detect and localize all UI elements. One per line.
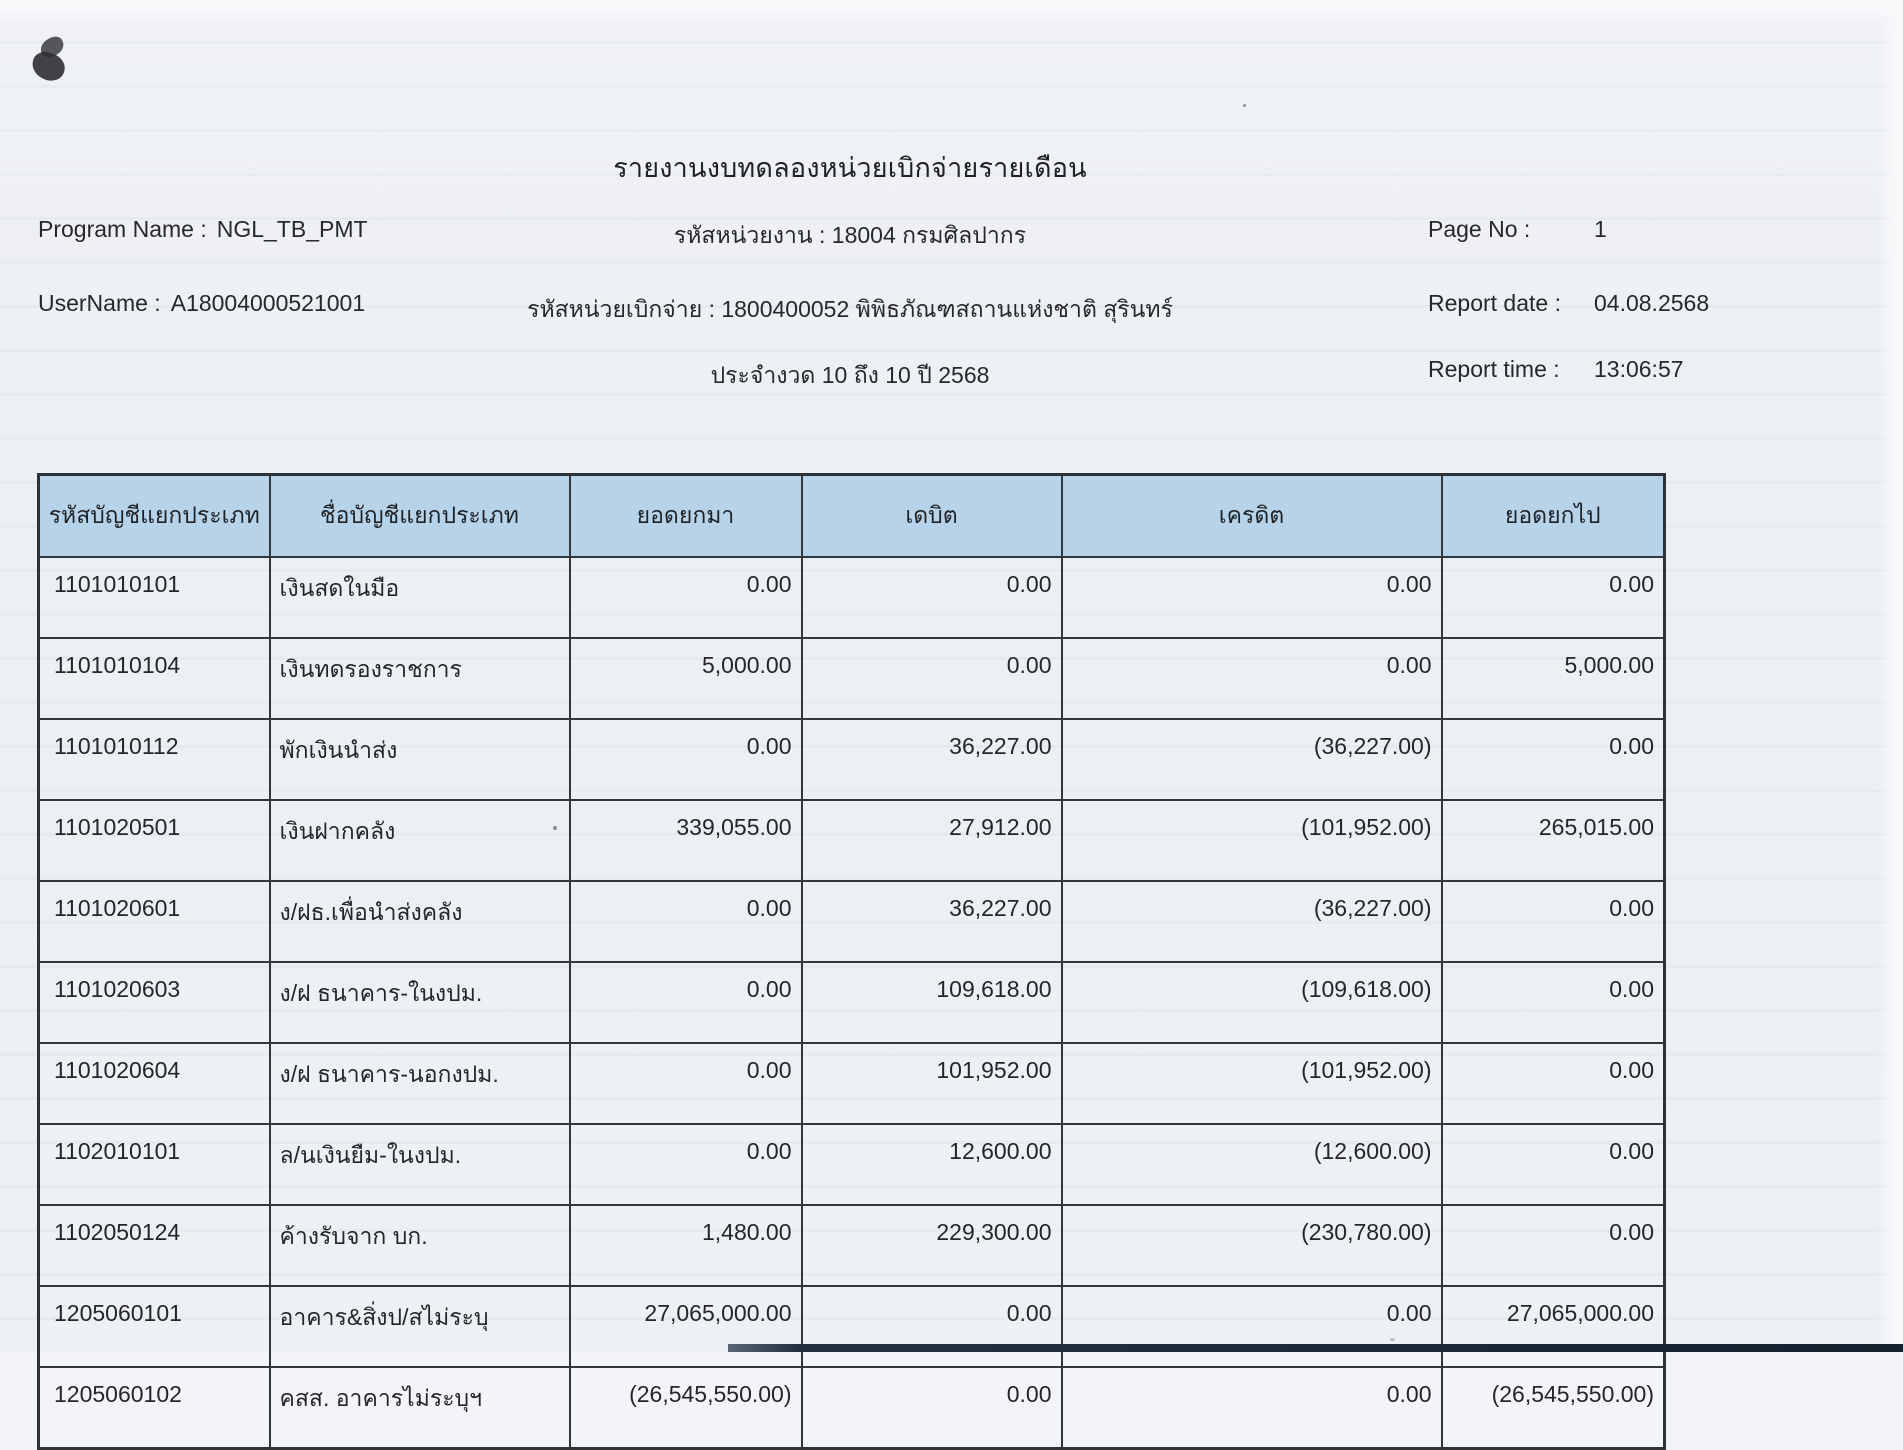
account-code-cell: 1205060102 xyxy=(39,1367,270,1449)
meta-row-2 xyxy=(0,290,1903,326)
table-body xyxy=(39,557,1665,1449)
amount-cell: (12,600.00) xyxy=(1062,1124,1442,1205)
user-name-label: UserName : xyxy=(38,290,161,316)
user-name-value: A18004000521001 xyxy=(170,290,366,316)
meta-row-1 xyxy=(0,216,1903,252)
amount-cell: 109,618.00 xyxy=(802,962,1062,1043)
amount-cell: 36,227.00 xyxy=(802,881,1062,962)
amount-cell: (230,780.00) xyxy=(1062,1205,1442,1286)
amount-cell: 0.00 xyxy=(1062,1286,1442,1367)
account-name-cell: ค้างรับจาก บก. xyxy=(270,1205,570,1286)
table-row xyxy=(39,800,1665,881)
amount-cell: 0.00 xyxy=(570,962,802,1043)
table-row xyxy=(39,1286,1665,1367)
amount-cell: 0.00 xyxy=(570,1043,802,1124)
amount-cell: (36,227.00) xyxy=(1062,881,1442,962)
amount-cell: 0.00 xyxy=(802,638,1062,719)
amount-cell: 0.00 xyxy=(570,881,802,962)
amount-cell: 0.00 xyxy=(802,557,1062,638)
account-name-cell: ง/ฝ ธนาคาร-นอกงปม. xyxy=(270,1043,570,1124)
trial-balance-table xyxy=(37,473,1666,1450)
account-name-cell: เงินทดรองราชการ xyxy=(270,638,570,719)
disbursement-unit-code: รหัสหน่วยเบิกจ่าย : 1800400052 พิพิธภัณฑสถานแห่งชาติ สุรินทร์ xyxy=(527,296,1173,322)
amount-cell: (36,227.00) xyxy=(1062,719,1442,800)
table-row xyxy=(39,719,1665,800)
amount-cell: 0.00 xyxy=(570,1124,802,1205)
page-no-value: 1 xyxy=(1594,216,1607,242)
amount-cell: (26,545,550.00) xyxy=(1442,1367,1665,1449)
account-code-cell: 1101010101 xyxy=(39,557,270,638)
amount-cell: (26,545,550.00) xyxy=(570,1367,802,1449)
amount-cell: 0.00 xyxy=(1442,1043,1665,1124)
amount-cell: 0.00 xyxy=(1442,881,1665,962)
column-header-5: ยอดยกไป xyxy=(1442,475,1665,558)
column-header-2: ยอดยกมา xyxy=(570,475,802,558)
report-date-value: 04.08.2568 xyxy=(1594,290,1710,316)
scan-smudge-artifact xyxy=(30,36,78,92)
column-header-1: ชื่อบัญชีแยกประเภท xyxy=(270,475,570,558)
program-name-label: Program Name : xyxy=(38,216,207,242)
amount-cell: (101,952.00) xyxy=(1062,800,1442,881)
amount-cell: 339,055.00 xyxy=(570,800,802,881)
account-name-cell: ล/นเงินยืม-ในงปม. xyxy=(270,1124,570,1205)
table-row xyxy=(39,881,1665,962)
account-code-cell: 1101020601 xyxy=(39,881,270,962)
account-code-cell: 1205060101 xyxy=(39,1286,270,1367)
scan-bottom-strip xyxy=(728,1344,1903,1352)
column-header-4: เครดิต xyxy=(1062,475,1442,558)
page-no-label: Page No : xyxy=(1428,216,1531,242)
amount-cell: (101,952.00) xyxy=(1062,1043,1442,1124)
table-row xyxy=(39,1124,1665,1205)
amount-cell: 229,300.00 xyxy=(802,1205,1062,1286)
column-header-3: เดบิต xyxy=(802,475,1062,558)
account-code-cell: 1101010112 xyxy=(39,719,270,800)
paper-right-edge xyxy=(1877,0,1903,1352)
amount-cell: 0.00 xyxy=(802,1367,1062,1449)
amount-cell: 101,952.00 xyxy=(802,1043,1062,1124)
account-code-cell: 1101010104 xyxy=(39,638,270,719)
period-statement: ประจำงวด 10 ถึง 10 ปี 2568 xyxy=(710,362,990,388)
account-code-cell: 1101020501 xyxy=(39,800,270,881)
column-header-0: รหัสบัญชีแยกประเภท xyxy=(39,475,270,558)
paper-top-edge xyxy=(0,0,1903,26)
account-code-cell: 1101020604 xyxy=(39,1043,270,1124)
account-name-cell: ง/ฝธ.เพื่อนำส่งคลัง xyxy=(270,881,570,962)
amount-cell: 0.00 xyxy=(1442,1205,1665,1286)
table-header-row xyxy=(39,475,1665,558)
account-name-cell: อาคาร&สิ่งป/สไม่ระบุ xyxy=(270,1286,570,1367)
amount-cell: 265,015.00 xyxy=(1442,800,1665,881)
amount-cell: 1,480.00 xyxy=(570,1205,802,1286)
amount-cell: 5,000.00 xyxy=(570,638,802,719)
amount-cell: 27,065,000.00 xyxy=(570,1286,802,1367)
amount-cell: 5,000.00 xyxy=(1442,638,1665,719)
amount-cell: (109,618.00) xyxy=(1062,962,1442,1043)
amount-cell: 0.00 xyxy=(570,719,802,800)
account-code-cell: 1102010101 xyxy=(39,1124,270,1205)
agency-code: รหัสหน่วยงาน : 18004 กรมศิลปากร xyxy=(673,222,1027,248)
table-row xyxy=(39,962,1665,1043)
table-row xyxy=(39,1043,1665,1124)
amount-cell: 0.00 xyxy=(1442,557,1665,638)
table-row xyxy=(39,638,1665,719)
report-time-value: 13:06:57 xyxy=(1594,356,1684,382)
table-row xyxy=(39,557,1665,638)
account-name-cell: ง/ฝ ธนาคาร-ในงปม. xyxy=(270,962,570,1043)
account-code-cell: 1102050124 xyxy=(39,1205,270,1286)
account-name-cell: พักเงินนำส่ง xyxy=(270,719,570,800)
report-title: รายงานงบทดลองหน่วยเบิกจ่ายรายเดือน xyxy=(613,153,1087,183)
amount-cell: 0.00 xyxy=(1442,962,1665,1043)
amount-cell: 12,600.00 xyxy=(802,1124,1062,1205)
amount-cell: 0.00 xyxy=(1442,719,1665,800)
amount-cell: 0.00 xyxy=(802,1286,1062,1367)
amount-cell: 27,912.00 xyxy=(802,800,1062,881)
amount-cell: 0.00 xyxy=(1062,1367,1442,1449)
amount-cell: 36,227.00 xyxy=(802,719,1062,800)
table-row xyxy=(39,1205,1665,1286)
account-name-cell: เงินฝากคลัง xyxy=(270,800,570,881)
table-row xyxy=(39,1367,1665,1449)
report-time-label: Report time : xyxy=(1428,356,1560,382)
amount-cell: 0.00 xyxy=(1062,557,1442,638)
account-name-cell: คสส. อาคารไม่ระบุฯ xyxy=(270,1367,570,1449)
meta-row-3 xyxy=(0,356,1903,392)
scan-speck xyxy=(1243,104,1246,107)
program-name-value: NGL_TB_PMT xyxy=(216,216,368,242)
amount-cell: 0.00 xyxy=(1442,1124,1665,1205)
account-code-cell: 1101020603 xyxy=(39,962,270,1043)
account-name-cell: เงินสดในมือ xyxy=(270,557,570,638)
amount-cell: 27,065,000.00 xyxy=(1442,1286,1665,1367)
amount-cell: 0.00 xyxy=(1062,638,1442,719)
amount-cell: 0.00 xyxy=(570,557,802,638)
report-date-label: Report date : xyxy=(1428,290,1561,316)
